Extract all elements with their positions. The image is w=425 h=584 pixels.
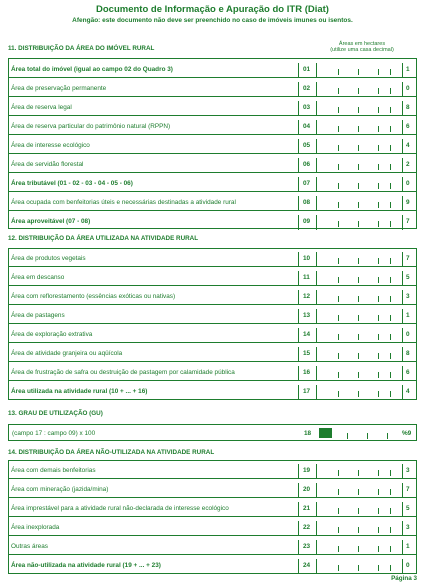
area-field-row[interactable]: [8, 154, 417, 173]
area-field-label: Área não-utilizada na atividade rural (19 + ... + 23): [11, 562, 161, 569]
digit-tick: [358, 145, 359, 151]
digit-tick: [338, 258, 339, 264]
separator-left: [298, 464, 299, 479]
digit-tick: [390, 489, 391, 495]
separator-left: [298, 328, 299, 343]
digit-tick: [378, 565, 379, 571]
check-digit: 8: [406, 104, 410, 111]
page-number: Página 3: [391, 575, 417, 582]
area-field-label: Área ocupada com benfeitorias úteis e necessárias destinadas a atividade rural: [11, 199, 236, 206]
area-field-label: Outras áreas: [11, 543, 48, 550]
digit-tick: [338, 470, 339, 476]
check-digit: 3: [406, 293, 410, 300]
digit-tick: [358, 164, 359, 170]
digit-tick: [338, 334, 339, 340]
area-field-row[interactable]: [8, 116, 417, 135]
digit-tick: [358, 527, 359, 533]
digit-tick: [378, 391, 379, 397]
area-field-label: Área com demais benfeitorias: [11, 467, 96, 474]
gu-tick: [387, 433, 388, 439]
area-field-number: 24: [303, 562, 311, 569]
gu-formula-label: (campo 17 : campo 09) x 100: [12, 430, 96, 437]
digit-tick: [358, 69, 359, 75]
digit-tick: [358, 296, 359, 302]
area-field-row[interactable]: [8, 479, 417, 498]
area-field-row[interactable]: [8, 173, 417, 192]
separator-value-start: [316, 521, 317, 536]
separator-dv: [402, 215, 403, 230]
column-note-line2: (utilize uma casa decimal): [330, 47, 394, 53]
area-field-label: Área tributável (01 - 02 - 03 - 04 - 05 - 06): [11, 180, 133, 187]
digit-tick: [358, 546, 359, 552]
digit-tick: [390, 164, 391, 170]
digit-tick: [390, 470, 391, 476]
area-field-row[interactable]: [8, 211, 417, 230]
separator-left: [298, 252, 299, 267]
digit-tick: [358, 258, 359, 264]
digit-tick: [358, 508, 359, 514]
digit-tick: [378, 88, 379, 94]
separator-dv: [402, 158, 403, 173]
digit-tick: [378, 353, 379, 359]
digit-tick: [358, 277, 359, 283]
separator-value-start: [316, 120, 317, 135]
digit-tick: [358, 126, 359, 132]
area-field-row[interactable]: [8, 305, 417, 324]
area-field-number: 08: [303, 199, 311, 206]
gu-tick: [367, 433, 368, 439]
check-digit: 8: [406, 350, 410, 357]
digit-tick: [390, 107, 391, 113]
area-field-label: Área de interesse ecológico: [11, 142, 90, 149]
digit-tick: [358, 315, 359, 321]
area-field-number: 14: [303, 331, 311, 338]
area-field-number: 19: [303, 467, 311, 474]
digit-tick: [390, 277, 391, 283]
gu-field[interactable]: [8, 424, 417, 441]
digit-tick: [358, 353, 359, 359]
digit-tick: [338, 145, 339, 151]
digit-tick: [338, 315, 339, 321]
digit-tick: [390, 69, 391, 75]
separator-left: [298, 366, 299, 381]
separator-dv: [402, 328, 403, 343]
area-field-row[interactable]: [8, 536, 417, 555]
separator-value-start: [316, 559, 317, 574]
digit-tick: [390, 145, 391, 151]
separator-left: [298, 82, 299, 97]
separator-left: [298, 290, 299, 305]
check-digit: 0: [406, 85, 410, 92]
digit-tick: [358, 391, 359, 397]
check-digit: 5: [406, 274, 410, 281]
digit-tick: [338, 372, 339, 378]
separator-value-start: [316, 502, 317, 517]
digit-tick: [378, 527, 379, 533]
digit-tick: [378, 69, 379, 75]
separator-value-start: [316, 139, 317, 154]
digit-tick: [390, 315, 391, 321]
digit-tick: [358, 202, 359, 208]
digit-tick: [358, 107, 359, 113]
separator-left: [298, 139, 299, 154]
digit-tick: [390, 202, 391, 208]
check-digit: 3: [406, 467, 410, 474]
check-digit: 6: [406, 123, 410, 130]
gu-tick: [347, 433, 348, 439]
area-field-number: 01: [303, 66, 311, 73]
digit-tick: [390, 88, 391, 94]
digit-tick: [378, 145, 379, 151]
digit-tick: [338, 489, 339, 495]
digit-tick: [378, 372, 379, 378]
area-field-number: 03: [303, 104, 311, 111]
area-field-row[interactable]: [8, 59, 417, 78]
digit-tick: [378, 334, 379, 340]
digit-tick: [390, 372, 391, 378]
area-field-number: 16: [303, 369, 311, 376]
digit-tick: [390, 183, 391, 189]
area-field-label: Área de produtos vegetais: [11, 255, 86, 262]
area-field-number: 04: [303, 123, 311, 130]
digit-tick: [338, 353, 339, 359]
digit-tick: [390, 546, 391, 552]
check-digit: 1: [406, 543, 410, 550]
area-field-number: 02: [303, 85, 311, 92]
separator-value-start: [316, 483, 317, 498]
area-field-row[interactable]: [8, 267, 417, 286]
digit-tick: [338, 221, 339, 227]
area-field-number: 22: [303, 524, 311, 531]
check-digit: 7: [406, 255, 410, 262]
separator-dv: [402, 196, 403, 211]
separator-value-start: [316, 309, 317, 324]
separator-left: [298, 271, 299, 286]
separator-dv: [402, 483, 403, 498]
separator-dv: [402, 521, 403, 536]
separator-dv: [402, 309, 403, 324]
area-field-label: Área utilizada na atividade rural (10 + ... + 16): [11, 388, 148, 395]
digit-tick: [358, 565, 359, 571]
separator-left: [298, 521, 299, 536]
section-12-title: 12. DISTRIBUIÇÃO DA ÁREA UTILIZADA NA ATIVIDADE RURAL: [8, 235, 199, 242]
digit-tick: [338, 107, 339, 113]
digit-tick: [338, 296, 339, 302]
section-11-title: 11. DISTRIBUIÇÃO DA ÁREA DO IMÓVEL RURAL: [8, 45, 155, 52]
area-field-row[interactable]: [8, 78, 417, 97]
area-field-label: Área de pastagens: [11, 312, 65, 319]
separator-dv: [402, 252, 403, 267]
check-digit: 7: [406, 486, 410, 493]
separator-value-start: [316, 215, 317, 230]
area-field-number: 11: [303, 274, 310, 281]
area-field-number: 17: [303, 388, 311, 395]
digit-tick: [390, 527, 391, 533]
area-field-label: Área imprestável para a atividade rural não-declarada de interesse ecológico: [11, 505, 229, 512]
separator-left: [298, 540, 299, 555]
check-digit: 3: [406, 524, 410, 531]
digit-tick: [390, 221, 391, 227]
digit-tick: [378, 164, 379, 170]
area-field-label: Área de reserva legal: [11, 104, 72, 111]
area-field-row[interactable]: [8, 97, 417, 116]
separator-value-start: [316, 196, 317, 211]
check-digit: 4: [406, 142, 410, 149]
separator-left: [298, 63, 299, 78]
separator-dv: [402, 101, 403, 116]
separator-value-start: [316, 82, 317, 97]
digit-tick: [390, 258, 391, 264]
area-field-number: 06: [303, 161, 311, 168]
separator-dv: [402, 502, 403, 517]
digit-tick: [338, 88, 339, 94]
digit-tick: [358, 489, 359, 495]
digit-tick: [358, 183, 359, 189]
separator-left: [298, 483, 299, 498]
check-digit: 5: [406, 505, 410, 512]
separator-dv: [402, 139, 403, 154]
separator-dv: [402, 385, 403, 400]
digit-tick: [338, 391, 339, 397]
area-field-label: Área de frustração de safra ou destruição de pastagem por calamidade pública: [11, 369, 235, 376]
digit-tick: [390, 565, 391, 571]
check-digit: 0: [406, 562, 410, 569]
separator-left: [298, 385, 299, 400]
digit-tick: [358, 372, 359, 378]
area-field-row[interactable]: [8, 192, 417, 211]
area-field-number: 13: [303, 312, 311, 319]
area-field-row[interactable]: [8, 460, 417, 479]
separator-value-start: [316, 347, 317, 362]
separator-left: [298, 502, 299, 517]
digit-tick: [378, 107, 379, 113]
digit-tick: [378, 126, 379, 132]
section-13-title: 13. GRAU DE UTILIZAÇÃO (GU): [8, 410, 103, 417]
digit-tick: [390, 391, 391, 397]
digit-tick: [358, 88, 359, 94]
area-field-label: Área com mineração (jazida/mina): [11, 486, 109, 493]
area-field-number: 05: [303, 142, 311, 149]
area-field-row[interactable]: [8, 381, 417, 400]
digit-tick: [378, 508, 379, 514]
form-header-warning: Afengão: este documento não deve ser preenchido no caso de imóveis imunes ou isentos.: [72, 17, 353, 24]
digit-tick: [358, 334, 359, 340]
area-field-row[interactable]: [8, 324, 417, 343]
area-field-label: Área de reserva particular do patrimônio natural (RPPN): [11, 123, 171, 130]
section-14-title: 14. DISTRIBUIÇÃO DA ÁREA NÃO-UTILIZADA NA ATIVIDADE RURAL: [8, 449, 215, 456]
separator-value-start: [316, 63, 317, 78]
area-field-number: 07: [303, 180, 311, 187]
separator-left: [298, 158, 299, 173]
check-digit: 7: [406, 218, 410, 225]
digit-tick: [338, 527, 339, 533]
digit-tick: [338, 164, 339, 170]
separator-dv: [402, 82, 403, 97]
digit-tick: [390, 296, 391, 302]
separator-left: [298, 309, 299, 324]
check-digit: 0: [406, 331, 410, 338]
area-field-label: Área com reflorestamento (essências exóticas ou nativas): [11, 293, 176, 300]
area-field-number: 20: [303, 486, 311, 493]
check-digit: 6: [406, 369, 410, 376]
digit-tick: [378, 470, 379, 476]
separator-value-start: [316, 177, 317, 192]
separator-value-start: [316, 385, 317, 400]
separator-dv: [402, 120, 403, 135]
area-field-row[interactable]: [8, 362, 417, 381]
separator-left: [298, 559, 299, 574]
check-digit: 0: [406, 180, 410, 187]
digit-tick: [378, 183, 379, 189]
area-field-label: Área inexplorada: [11, 524, 60, 531]
separator-dv: [402, 271, 403, 286]
separator-value-start: [316, 464, 317, 479]
area-field-row[interactable]: [8, 555, 417, 574]
check-digit: 1: [406, 312, 410, 319]
digit-tick: [338, 508, 339, 514]
area-field-label: Área de exploração extrativa: [11, 331, 93, 338]
digit-tick: [390, 334, 391, 340]
separator-dv: [402, 63, 403, 78]
separator-dv: [402, 559, 403, 574]
digit-tick: [338, 202, 339, 208]
area-field-label: Área de servidão florestal: [11, 161, 84, 168]
digit-tick: [338, 565, 339, 571]
separator-left: [298, 177, 299, 192]
separator-left: [298, 120, 299, 135]
separator-value-start: [316, 101, 317, 116]
digit-tick: [378, 202, 379, 208]
gu-field-number: 18: [304, 430, 312, 437]
column-note-line1: Áreas em hectares: [338, 41, 386, 47]
area-field-number: 15: [303, 350, 311, 357]
separator-value-start: [316, 252, 317, 267]
separator-value-start: [316, 366, 317, 381]
area-field-number: 12: [303, 293, 311, 300]
digit-tick: [378, 315, 379, 321]
separator-value-start: [316, 271, 317, 286]
digit-tick: [338, 546, 339, 552]
separator-left: [298, 215, 299, 230]
digit-tick: [338, 183, 339, 189]
area-field-label: Área de atividade granjeira ou aqüícola: [11, 350, 123, 357]
area-field-number: 23: [303, 543, 311, 550]
separator-dv: [402, 540, 403, 555]
digit-tick: [378, 277, 379, 283]
check-digit: 1: [406, 66, 410, 73]
area-field-row[interactable]: [8, 248, 417, 267]
digit-tick: [390, 508, 391, 514]
area-field-row[interactable]: [8, 498, 417, 517]
digit-tick: [338, 69, 339, 75]
digit-tick: [378, 489, 379, 495]
area-field-row[interactable]: [8, 517, 417, 536]
area-field-row[interactable]: [8, 343, 417, 362]
area-field-label: Área de preservação permanente: [11, 85, 107, 92]
gu-percent-dv: %9: [402, 430, 412, 437]
digit-tick: [390, 353, 391, 359]
area-field-label: Área em descanso: [11, 274, 65, 281]
separator-dv: [402, 290, 403, 305]
separator-value-start: [316, 328, 317, 343]
separator-value-start: [316, 540, 317, 555]
digit-tick: [338, 126, 339, 132]
digit-tick: [390, 126, 391, 132]
gu-filled-box: [319, 428, 332, 438]
digit-tick: [378, 221, 379, 227]
separator-left: [298, 347, 299, 362]
area-field-label: Área total do imóvel (igual ao campo 02 do Quadro 3): [11, 66, 173, 73]
area-field-number: 10: [303, 255, 311, 262]
check-digit: 2: [406, 161, 410, 168]
column-note: [300, 41, 424, 53]
digit-tick: [358, 221, 359, 227]
area-field-number: 21: [303, 505, 311, 512]
separator-dv: [402, 177, 403, 192]
form-header-title: Documento de Informação e Apuração do ITR (Diat): [96, 4, 329, 15]
area-field-label: Área aproveitável (07 - 08): [11, 218, 91, 225]
area-field-number: 09: [303, 218, 311, 225]
check-digit: 9: [406, 199, 410, 206]
digit-tick: [358, 470, 359, 476]
separator-dv: [402, 366, 403, 381]
digit-tick: [338, 277, 339, 283]
digit-tick: [378, 296, 379, 302]
area-field-row[interactable]: [8, 135, 417, 154]
separator-dv: [402, 464, 403, 479]
separator-value-start: [316, 158, 317, 173]
digit-tick: [378, 546, 379, 552]
separator-left: [298, 196, 299, 211]
check-digit: 4: [406, 388, 410, 395]
separator-value-start: [316, 290, 317, 305]
separator-dv: [402, 347, 403, 362]
area-field-row[interactable]: [8, 286, 417, 305]
digit-tick: [378, 258, 379, 264]
separator-left: [298, 101, 299, 116]
